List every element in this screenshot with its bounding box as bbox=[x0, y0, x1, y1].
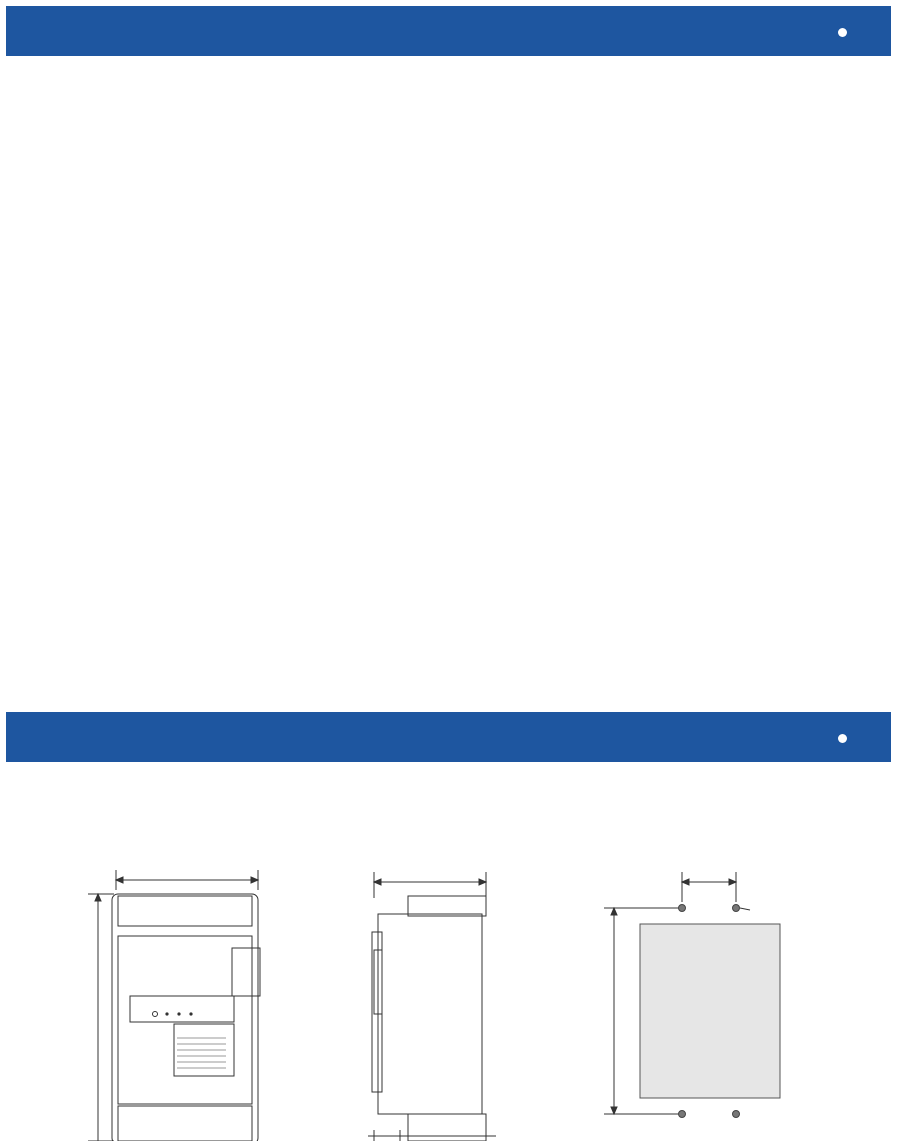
front-view-drawing bbox=[76, 862, 276, 1141]
side-view-drawing bbox=[356, 862, 506, 1141]
dimension-banner bbox=[6, 712, 891, 762]
bullet-icon bbox=[838, 28, 847, 37]
install-view-drawing bbox=[590, 862, 810, 1141]
dimension-banner-subtitle bbox=[838, 726, 861, 752]
bullet-icon bbox=[838, 734, 847, 743]
spec-banner bbox=[6, 6, 891, 56]
spec-banner-subtitle bbox=[838, 20, 861, 46]
